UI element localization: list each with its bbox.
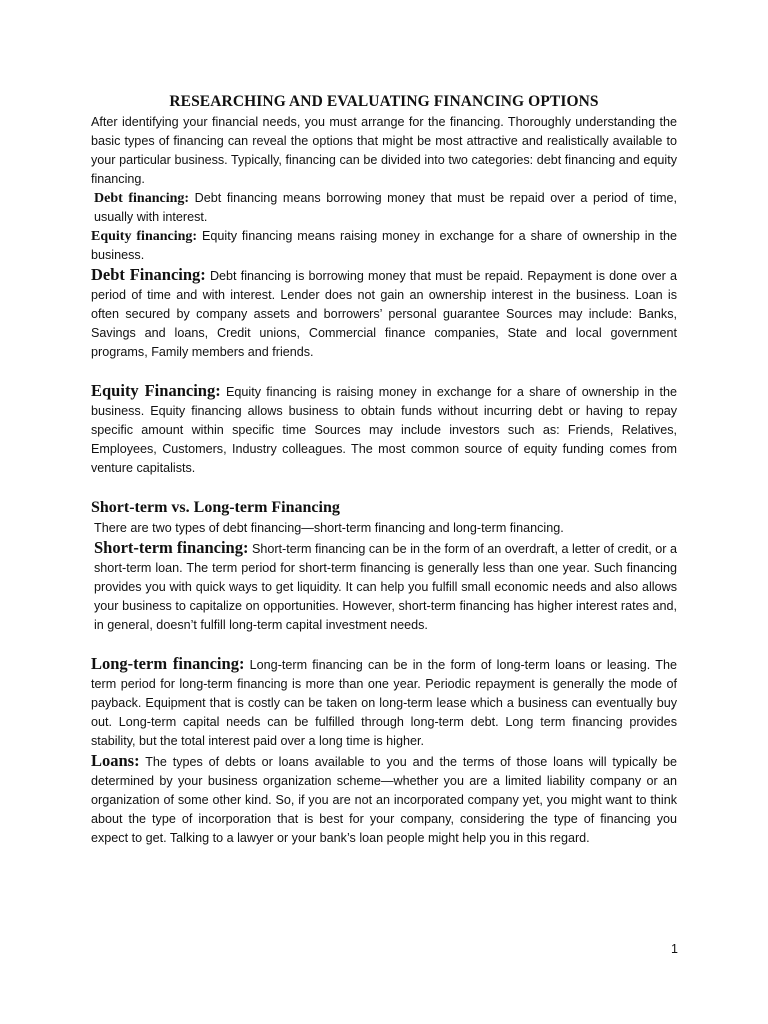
equity-financing-heading: Equity Financing: <box>91 381 221 400</box>
document-body <box>91 93 677 848</box>
equity-financing-term: Equity financing: <box>91 229 198 244</box>
section-heading: Short-term vs. Long-term Financing <box>91 499 340 516</box>
long-term-heading: Long-term financing: <box>91 654 245 673</box>
spacer <box>91 635 677 654</box>
long-term-text: Long-term financing can be in the form of long-term loans or leasing. The term period for long-term financing is more than one year. Periodic repayment is generally the mode of payback. Equipment that is costly can be taken on long-term lease which a business can eventually buy out. Long-term capital needs can be fulfilled through long-term debt. Long term financing provides stability, but the total interest paid over a long time is higher. <box>91 658 677 748</box>
equity-financing-definition-text: Equity financing means raising money in exchange for a share of ownership in the business. <box>91 229 678 262</box>
debt-financing-term: Debt financing: <box>94 191 190 206</box>
page-title: RESEARCHING AND EVALUATING FINANCING OPTIONS <box>169 93 599 110</box>
short-term-heading: Short-term financing: <box>94 538 249 557</box>
page-number: 1 <box>671 942 678 956</box>
loans-text: The types of debts or loans available to you and the terms of those loans will typically be determined by your business organization scheme—whether you are a limited liability company or an organization of some other kind. So, if you are not an incorporated company yet, you might want to think about the type of incorporation that is best for your company, considering the type of financing you expect to get. Talking to a lawyer or your bank’s loan people might help you in this regard. <box>91 755 677 845</box>
long-term-paragraph <box>91 654 677 751</box>
debt-financing-definition-text: Debt financing means borrowing money that must be repaid over a period of time, usually with interest. <box>94 191 677 224</box>
section-intro: There are two types of debt financing—short-term financing and long-term financing. <box>94 521 564 535</box>
intro-paragraph: After identifying your financial needs, you must arrange for the financing. Thoroughly understanding the basic types of financing can reveal the options that might be most attractive and realistically available to your particular business. Typically, financing can be divided into two categories: debt financing and equity financing. <box>91 115 677 186</box>
equity-financing-definition <box>91 227 677 265</box>
debt-financing-paragraph <box>91 265 677 362</box>
loans-heading: Loans: <box>91 751 140 770</box>
short-term-text: Short-term financing can be in the form of an overdraft, a letter of credit, or a short-term loan. The term period for short-term financing is generally less than one year. Such financing provides you with quick ways to get liquidity. It can help you fulfill small economic needs and also allows your business to capitalize on opportunities. However, short-term financing has higher interest rates and, in general, doesn’t fulfill long-term capital investment needs. <box>94 542 677 632</box>
debt-financing-text: Debt financing is borrowing money that must be repaid. Repayment is done over a period of time and with interest. Lender does not gain an ownership interest in the business. Loan is often secured by company assets and borrowers’ personal guarantee Sources may include: Banks, Savings and loans, Credit unions, Commercial finance companies, State and local government programs, Family members and friends. <box>91 269 677 359</box>
debt-financing-definition <box>91 189 677 227</box>
short-term-paragraph <box>91 538 677 635</box>
spacer <box>91 478 677 497</box>
equity-financing-paragraph <box>91 381 677 478</box>
loans-paragraph <box>91 751 677 848</box>
debt-financing-heading: Debt Financing: <box>91 265 206 284</box>
equity-financing-text: Equity financing is raising money in exchange for a share of ownership in the business. Equity financing allows business to obtain funds without incurring debt or having to repay specific amount within specific time Sources may include investors such as: Friends, Relatives, Employees, Customers, Industry colleagues. The most common source of equity funding comes from venture capitalists. <box>91 385 677 475</box>
spacer <box>91 362 677 381</box>
